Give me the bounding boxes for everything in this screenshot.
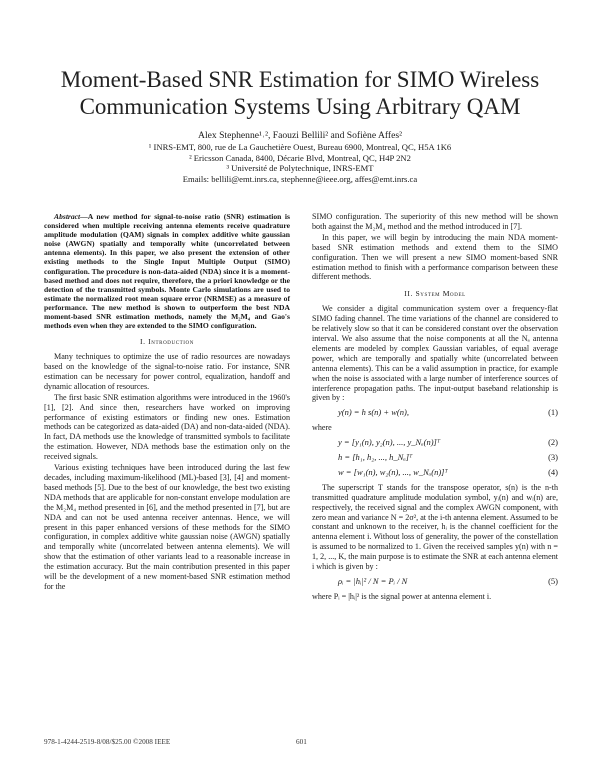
author-emails: Emails: bellili@emt.inrs.ca, stephenne@ieee.org, affes@emt.inrs.ca bbox=[182, 173, 418, 184]
intro-paragraph-continued: SIMO configuration. The superiority of this new method will be shown both against the M₂M₄ method and the method introduced in [7]. bbox=[312, 212, 558, 231]
abstract bbox=[44, 212, 290, 330]
equation-2-number: (2) bbox=[548, 437, 558, 448]
equation-5-body: ρᵢ = |hᵢ|² / N = Pᵢ / N bbox=[338, 576, 408, 586]
affiliation-1: ¹ INRS-EMT, 800, rue de La Gauchetière Ouest, Bureau 6900, Montreal, QC, H5A 1K6 bbox=[148, 142, 452, 152]
intro-paragraph: Various existing techniques have been introduced during the last few decades, including maximum-likelihood (ML)-based [3], [4] and moment-based methods [5]. Due to the best of our knowledge, the best two existing NDA methods that are applicable for non-constant envelope modulation are the M₂M₄ method presented in [6], and the method presented in [7], but are NDA and can not be used antenna receiver antennas. Hence, we will present in this paper enhanced versions of these methods for the SIMO configuration, in complex additive white gaussian noise (AWGN) spatially and temporally white (uncorrelated between antenna elements). We will show that the estimation of other variants lead to a reasonable increase in the estimation accuracy. But the main contribution presented in this paper will be the development of a new moment-based SNR estimation method for the bbox=[44, 463, 290, 591]
equation-4-number: (4) bbox=[548, 466, 558, 477]
equation-1-body: y(n) = h s(n) + w(n), bbox=[338, 407, 409, 418]
section-heading-introduction: I. Introduction bbox=[140, 337, 194, 347]
equation-4-body: w = [w₁(n), w₂(n), ..., w_Nₐ(n)]ᵀ bbox=[338, 466, 448, 477]
equation-1-number: (1) bbox=[548, 407, 558, 418]
paper-title bbox=[40, 66, 560, 120]
page-number: 601 bbox=[296, 738, 307, 746]
system-paragraph: We consider a digital communication system over a frequency-flat SIMO fading channel. The time variations of the channel are considered to be relatively slow so that it can be considered constant over the observation interval. We also assume that the noise components at all the Nₐ antenna elements are modeled by complex Gaussian variables, of equal average power, which are temporally and spatially white (uncorrelated between antenna elements). This can be a valid assumption in practice, for example when the noise is associated with a large number of interference sources of interference propagation paths. The input-output baseband relationship is given by : bbox=[312, 304, 558, 403]
footer-isbn: 978-1-4244-2519-8/08/$25.00 ©2008 IEEE bbox=[44, 738, 171, 746]
equation-5-number: (5) bbox=[548, 576, 558, 586]
affiliation-2: ² Ericsson Canada, 8400, Décarie Blvd, Montreal, QC, H4P 2N2 bbox=[189, 152, 411, 163]
equation-5 bbox=[312, 577, 558, 587]
title-line-2: Communication Systems Using Arbitrary QAM bbox=[79, 94, 521, 119]
author-names: Alex Stephenne¹˒², Faouzi Bellili² and Sofiène Affes² bbox=[198, 130, 402, 141]
affiliation-3: ³ Université de Polytechnique, INRS-EMT bbox=[226, 163, 374, 174]
intro-paragraph: Many techniques to optimize the use of radio resources are nowadays based on the knowledge of the signal-to-noise ratio. For instance, SNR estimation can be necessary for power control, equalization, handoff and dynamic allocation of resources. bbox=[44, 352, 290, 391]
abstract-text: —A new method for signal-to-noise ratio (SNR) estimation is considered when multiple receiving antenna elements receive quadrature amplitude modulation (QAM) signals in complex additive white gaussian noise (AWGN) spatially and temporally white (uncorrelated between antenna elements). In this paper, we also present the extension of other existing methods to the Single Input Multiple Output (SIMO) configuration. The procedure is non-data-aided (NDA) since it is a moment-based method and does not require, therefore, the a priori knowledge or the detection of the transmitted symbols. Monte Carlo simulations are used to estimate the normalized root mean square error (NRMSE) as a measure of performance. The new method is shown to outperform the best NDA moment-based SNR estimation methods, namely the M₂M₄ and Gao's methods even when they are extended to the SIMO configuration. bbox=[44, 212, 290, 331]
system-paragraph: The superscript T stands for the transpose operator, s(n) is the n-th transmitted quadrature amplitude modulation symbol, yᵢ(n) and wᵢ(n) are, respectively, the received signal and the complex AWGN component, with zero mean and variance N = 2σ², at the i-th antenna element. Assumed to be constant and unknown to the receiver, hᵢ is the channel coefficient for the antenna element i. Without loss of generality, the power of the constellation is assumed to be normalized to 1. Given the received samples y(n) with n = 1, 2, ..., K, the main purpose is to estimate the SNR at each antenna element i which is given by : bbox=[312, 482, 558, 572]
abstract-lead: Abstract bbox=[54, 212, 81, 221]
author-block bbox=[60, 130, 540, 184]
equation-3-body: h = [h₁, h₂, ..., h_Nₐ]ᵀ bbox=[338, 452, 413, 463]
equation-2 bbox=[312, 438, 558, 448]
title-line-1: Moment-Based SNR Estimation for SIMO Wireless bbox=[60, 67, 540, 92]
equation-4 bbox=[312, 468, 558, 478]
intro-paragraph: In this paper, we will begin by introducing the main NDA moment-based SNR estimation methods and extend them to the SIMO configuration. Then we will present a new SIMO moment-based SNR estimation method to finish with a performance comparison between these different methods. bbox=[312, 232, 558, 282]
right-column bbox=[312, 212, 558, 603]
section-heading-system-model: II. System Model bbox=[404, 289, 466, 299]
intro-paragraph: The first basic SNR estimation algorithms were introduced in the 1960's [1], [2]. And since then, researchers have worked on improving performance of existing estimators or finding new ones. Estimation methods can be categorized as data-aided (DA) and non-data-aided (NDA). In fact, DA methods use the knowledge of transmitted symbols to facilitate the estimation. However, NDA methods base the estimation only on the received signals. bbox=[44, 392, 290, 462]
equation-1 bbox=[312, 408, 558, 418]
left-column bbox=[44, 212, 290, 593]
equation-3-number: (3) bbox=[548, 452, 558, 463]
equation-2-body: y = [y₁(n), y₂(n), ..., y_Nₐ(n)]ᵀ bbox=[338, 437, 441, 448]
where-label: where bbox=[312, 423, 332, 433]
equation-3 bbox=[312, 453, 558, 463]
closing-line: where Pᵢ = |hᵢ|² is the signal power at antenna element i. bbox=[312, 591, 492, 601]
